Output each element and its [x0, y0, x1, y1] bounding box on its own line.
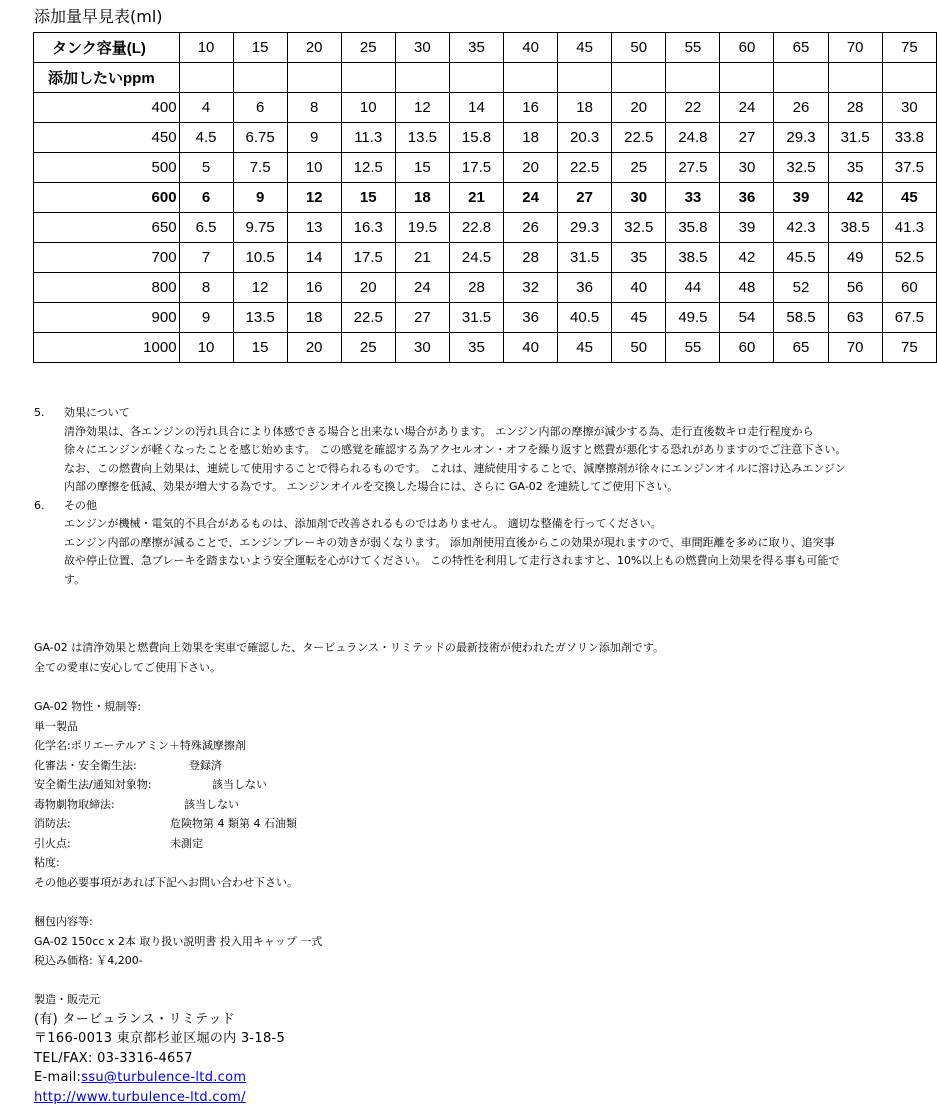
notes-section	[34, 404, 934, 589]
spec-label: 安全衛生法/通知対象物:	[34, 778, 152, 791]
spec-row	[34, 717, 298, 737]
empty-cell	[449, 63, 503, 93]
company-email-line	[34, 1068, 285, 1088]
dosage-table	[33, 32, 937, 363]
dosage-cell: 18	[395, 183, 449, 213]
spec-label: 消防法:	[34, 817, 71, 830]
dosage-cell: 17.5	[341, 243, 395, 273]
dosage-cell: 49	[828, 243, 882, 273]
spec-label: 化審法・安全衛生法:	[34, 758, 137, 772]
dosage-cell: 36	[504, 303, 558, 333]
dosage-cell: 75	[882, 333, 936, 363]
tank-size-cell: 60	[720, 33, 774, 63]
paragraph-line: 故や停止位置、急ブレーキを踏まないよう安全運転を心がけてください。 この特性を利用して走行されますと、10%以上もの燃費向上効果を得る事も可能で	[64, 554, 840, 567]
dosage-cell: 21	[449, 183, 503, 213]
dosage-cell: 70	[828, 333, 882, 363]
empty-cell	[233, 63, 287, 93]
empty-cell	[612, 63, 666, 93]
dosage-cell: 29.3	[774, 123, 828, 153]
dosage-cell: 15	[395, 153, 449, 183]
dosage-cell: 58.5	[774, 303, 828, 333]
dosage-cell: 20	[341, 273, 395, 303]
dosage-cell: 7	[179, 243, 233, 273]
tank-size-cell: 15	[233, 33, 287, 63]
tank-size-cell: 55	[666, 33, 720, 63]
section-5-title: 効果について	[64, 406, 130, 419]
ppm-value-cell: 650	[34, 213, 180, 243]
dosage-cell: 12	[287, 183, 341, 213]
spec-label: 化学名:ポリエーテルアミン＋特殊減摩擦剤	[34, 739, 246, 752]
empty-cell	[666, 63, 720, 93]
spec-value: 登録済	[189, 758, 222, 772]
dosage-cell: 49.5	[666, 303, 720, 333]
tank-header-row	[34, 33, 937, 63]
paragraph-line: 内部の摩擦を低減、効果が増大する為です。 エンジンオイルを交換した場合には、さらに GA-02 を連続してご使用下さい。	[64, 480, 679, 493]
dosage-cell: 27	[720, 123, 774, 153]
dosage-cell: 52.5	[882, 243, 936, 273]
table-row	[34, 333, 937, 363]
company-role: 製造・販売元	[34, 993, 100, 1006]
tank-size-cell: 20	[287, 33, 341, 63]
dosage-cell: 39	[720, 213, 774, 243]
paragraph-line: 徐々にエンジンが軽くなったことを感じ始めます。 この感覚を確認する為アクセルオン・オフを繰り返すと燃費が悪化する恐れがありますのでご注意下さい。	[64, 443, 847, 456]
dosage-cell: 35	[828, 153, 882, 183]
dosage-cell: 16	[287, 273, 341, 303]
paragraph-line: なお、この燃費向上効果は、連続して使用することで得られるものです。 これは、連続使用することで、減摩擦剤が徐々にエンジンオイルに溶け込みエンジン	[64, 461, 846, 475]
dosage-cell: 10	[287, 153, 341, 183]
ppm-value-cell: 600	[34, 183, 180, 213]
package-price: 税込み価格: ￥4,200-	[34, 954, 143, 967]
table-row	[34, 273, 937, 303]
paragraph-line: エンジンが機械・電気的不具合があるものは、添加剤で改善されるものではありません。 適切な整備を行ってください。	[64, 517, 662, 530]
dosage-cell: 13.5	[395, 123, 449, 153]
package-block	[34, 912, 322, 971]
dosage-cell: 24.5	[449, 243, 503, 273]
dosage-cell: 54	[720, 303, 774, 333]
ppm-value-cell: 700	[34, 243, 180, 273]
section-5-heading	[34, 404, 934, 423]
intro-block	[34, 638, 664, 677]
dosage-cell: 14	[449, 93, 503, 123]
dosage-cell: 31.5	[558, 243, 612, 273]
table-row	[34, 153, 937, 183]
dosage-cell: 18	[558, 93, 612, 123]
dosage-cell: 40	[504, 333, 558, 363]
dosage-cell: 17.5	[449, 153, 503, 183]
dosage-cell: 48	[720, 273, 774, 303]
dosage-cell: 36	[720, 183, 774, 213]
spec-row	[34, 873, 298, 893]
dosage-cell: 20	[504, 153, 558, 183]
dosage-cell: 30	[720, 153, 774, 183]
dosage-cell: 6.5	[179, 213, 233, 243]
dosage-cell: 33	[666, 183, 720, 213]
spec-value: 危険物第 4 類第 4 石油類	[170, 817, 297, 830]
dosage-cell: 45	[612, 303, 666, 333]
dosage-cell: 15	[233, 333, 287, 363]
table-row	[34, 303, 937, 333]
spec-value: 未測定	[170, 836, 203, 850]
dosage-cell: 52	[774, 273, 828, 303]
empty-cell	[882, 63, 936, 93]
empty-cell	[341, 63, 395, 93]
dosage-cell: 18	[287, 303, 341, 333]
website-link[interactable]: http://www.turbulence-ltd.com/	[34, 1089, 246, 1105]
dosage-cell: 6	[179, 183, 233, 213]
table-row	[34, 183, 937, 213]
dosage-cell: 13.5	[233, 303, 287, 333]
tank-size-cell: 25	[341, 33, 395, 63]
empty-cell	[287, 63, 341, 93]
dosage-cell: 12	[395, 93, 449, 123]
dosage-cell: 15	[341, 183, 395, 213]
dosage-cell: 22.5	[341, 303, 395, 333]
paragraph-line: す。	[64, 572, 86, 586]
dosage-cell: 60	[720, 333, 774, 363]
table-row	[34, 93, 937, 123]
dosage-cell: 9.75	[233, 213, 287, 243]
package-contents: GA-02 150cc x 2本 取り扱い説明書 投入用キャップ 一式	[34, 934, 323, 948]
dosage-cell: 25	[341, 333, 395, 363]
dosage-cell: 50	[612, 333, 666, 363]
spec-row	[34, 853, 298, 873]
dosage-cell: 35	[612, 243, 666, 273]
empty-cell	[179, 63, 233, 93]
tank-size-cell: 40	[504, 33, 558, 63]
dosage-cell: 44	[666, 273, 720, 303]
dosage-cell: 6	[233, 93, 287, 123]
dosage-cell: 45	[882, 183, 936, 213]
dosage-cell: 25	[612, 153, 666, 183]
dosage-cell: 56	[828, 273, 882, 303]
section-6-title: その他	[64, 498, 97, 512]
dosage-cell: 10.5	[233, 243, 287, 273]
spec-row	[34, 834, 298, 854]
intro-line: 全ての愛車に安心してご使用下さい。	[34, 660, 221, 674]
dosage-cell: 32	[504, 273, 558, 303]
dosage-cell: 35.8	[666, 213, 720, 243]
specs-heading: GA-02 物性・規制等:	[34, 700, 141, 713]
dosage-cell: 65	[774, 333, 828, 363]
empty-cell	[504, 63, 558, 93]
dosage-cell: 30	[882, 93, 936, 123]
dosage-cell: 5	[179, 153, 233, 183]
dosage-cell: 9	[287, 123, 341, 153]
dosage-cell: 24	[720, 93, 774, 123]
dosage-cell: 22.8	[449, 213, 503, 243]
dosage-cell: 22	[666, 93, 720, 123]
dosage-cell: 14	[287, 243, 341, 273]
spec-row	[34, 795, 298, 815]
table-row	[34, 123, 937, 153]
spec-label: 粘度:	[34, 856, 60, 869]
company-url-line	[34, 1088, 285, 1107]
dosage-cell: 33.8	[882, 123, 936, 153]
dosage-cell: 60	[882, 273, 936, 303]
dosage-cell: 28	[449, 273, 503, 303]
tank-header-label: タンク容量(L)	[34, 33, 180, 63]
dosage-cell: 37.5	[882, 153, 936, 183]
section-6-body	[34, 515, 934, 589]
intro-line: GA-02 は清浄効果と燃費向上効果を実車で確認した、タービュランス・リミテッドの最新技術が使われたガソリン添加剤です。	[34, 641, 665, 654]
dosage-cell: 10	[179, 333, 233, 363]
tank-size-cell: 50	[612, 33, 666, 63]
paragraph-line: エンジン内部の摩擦が減ることで、エンジンブレーキの効きが弱くなります。 添加剤使用直後からこの効果が現れますので、車間距離を多めに取り、追突事	[64, 535, 835, 549]
table-row	[34, 213, 937, 243]
spec-label: 引火点:	[34, 836, 71, 850]
dosage-cell: 42.3	[774, 213, 828, 243]
dosage-cell: 32.5	[612, 213, 666, 243]
tank-size-cell: 65	[774, 33, 828, 63]
ppm-header-row	[34, 63, 937, 93]
ppm-value-cell: 1000	[34, 333, 180, 363]
dosage-cell: 27	[395, 303, 449, 333]
company-address: 〒166-0013 東京都杉並区堀の内 3-18-5	[34, 1031, 286, 1046]
section-5-body	[34, 423, 934, 497]
tank-size-cell: 45	[558, 33, 612, 63]
email-link[interactable]: ssu@turbulence-ltd.com	[81, 1070, 247, 1085]
dosage-cell: 19.5	[395, 213, 449, 243]
dosage-cell: 41.3	[882, 213, 936, 243]
tank-size-cell: 30	[395, 33, 449, 63]
email-label: E-mail:	[34, 1070, 82, 1085]
ppm-value-cell: 500	[34, 153, 180, 183]
dosage-cell: 20	[612, 93, 666, 123]
dosage-cell: 22.5	[612, 123, 666, 153]
dosage-cell: 27.5	[666, 153, 720, 183]
spec-label: 単一製品	[34, 719, 78, 733]
dosage-cell: 40.5	[558, 303, 612, 333]
empty-cell	[774, 63, 828, 93]
dosage-cell: 11.3	[341, 123, 395, 153]
dosage-cell: 31.5	[828, 123, 882, 153]
dosage-cell: 7.5	[233, 153, 287, 183]
specs-list	[34, 717, 298, 893]
spec-row	[34, 736, 298, 756]
dosage-cell: 42	[828, 183, 882, 213]
company-name: (有) タービュランス・リミテッド	[34, 1011, 235, 1027]
dosage-cell: 42	[720, 243, 774, 273]
spec-row	[34, 756, 298, 776]
company-block	[34, 990, 285, 1107]
dosage-cell: 22.5	[558, 153, 612, 183]
spec-row	[34, 775, 298, 795]
dosage-cell: 9	[233, 183, 287, 213]
dosage-cell: 16.3	[341, 213, 395, 243]
dosage-cell: 8	[179, 273, 233, 303]
dosage-cell: 16	[504, 93, 558, 123]
table-title: 添加量早見表(ml)	[34, 7, 163, 26]
tank-size-cell: 35	[449, 33, 503, 63]
dosage-cell: 24	[395, 273, 449, 303]
ppm-header-label: 添加したいppm	[34, 63, 180, 93]
dosage-cell: 38.5	[666, 243, 720, 273]
dosage-cell: 28	[828, 93, 882, 123]
dosage-cell: 24.8	[666, 123, 720, 153]
tank-size-cell: 70	[828, 33, 882, 63]
dosage-cell: 30	[395, 333, 449, 363]
dosage-cell: 55	[666, 333, 720, 363]
table-row	[34, 243, 937, 273]
dosage-cell: 20.3	[558, 123, 612, 153]
dosage-cell: 6.75	[233, 123, 287, 153]
dosage-cell: 35	[449, 333, 503, 363]
spec-value: 該当しない	[184, 797, 239, 811]
empty-cell	[558, 63, 612, 93]
company-tel: TEL/FAX: 03-3316-4657	[34, 1050, 193, 1066]
dosage-cell: 15.8	[449, 123, 503, 153]
dosage-cell: 4.5	[179, 123, 233, 153]
dosage-cell: 45	[558, 333, 612, 363]
dosage-cell: 40	[612, 273, 666, 303]
dosage-cell: 45.5	[774, 243, 828, 273]
dosage-cell: 38.5	[828, 213, 882, 243]
empty-cell	[828, 63, 882, 93]
dosage-cell: 29.3	[558, 213, 612, 243]
dosage-cell: 12.5	[341, 153, 395, 183]
dosage-cell: 39	[774, 183, 828, 213]
spec-value: 該当しない	[212, 778, 267, 791]
ppm-value-cell: 900	[34, 303, 180, 333]
spec-label: 毒物劇物取締法:	[34, 797, 115, 811]
dosage-cell: 26	[774, 93, 828, 123]
ppm-value-cell: 800	[34, 273, 180, 303]
dosage-cell: 13	[287, 213, 341, 243]
dosage-cell: 20	[287, 333, 341, 363]
spec-row	[34, 814, 298, 834]
dosage-cell: 27	[558, 183, 612, 213]
dosage-cell: 8	[287, 93, 341, 123]
section-6-number: 6.	[34, 498, 45, 512]
dosage-cell: 12	[233, 273, 287, 303]
empty-cell	[395, 63, 449, 93]
ppm-value-cell: 450	[34, 123, 180, 153]
dosage-cell: 32.5	[774, 153, 828, 183]
specs-block	[34, 697, 298, 892]
dosage-cell: 10	[341, 93, 395, 123]
dosage-cell: 18	[504, 123, 558, 153]
tank-size-cell: 10	[179, 33, 233, 63]
section-5-number: 5.	[34, 406, 45, 419]
dosage-cell: 67.5	[882, 303, 936, 333]
paragraph-line: 清浄効果は、各エンジンの汚れ具合により体感できる場合と出来ない場合があります。 エンジン内部の摩擦が減少する為、走行直後数キロ走行程度から	[64, 424, 814, 438]
spec-label: その他必要事項があれば下記へお問い合わせ下さい。	[34, 875, 298, 889]
package-heading: 梱包内容等:	[34, 915, 93, 928]
dosage-cell: 28	[504, 243, 558, 273]
dosage-cell: 30	[612, 183, 666, 213]
dosage-cell: 63	[828, 303, 882, 333]
dosage-cell: 24	[504, 183, 558, 213]
dosage-cell: 9	[179, 303, 233, 333]
dosage-cell: 4	[179, 93, 233, 123]
empty-cell	[720, 63, 774, 93]
section-6-heading	[34, 497, 934, 516]
dosage-cell: 31.5	[449, 303, 503, 333]
ppm-value-cell: 400	[34, 93, 180, 123]
dosage-cell: 36	[558, 273, 612, 303]
dosage-cell: 21	[395, 243, 449, 273]
tank-size-cell: 75	[882, 33, 936, 63]
dosage-cell: 26	[504, 213, 558, 243]
